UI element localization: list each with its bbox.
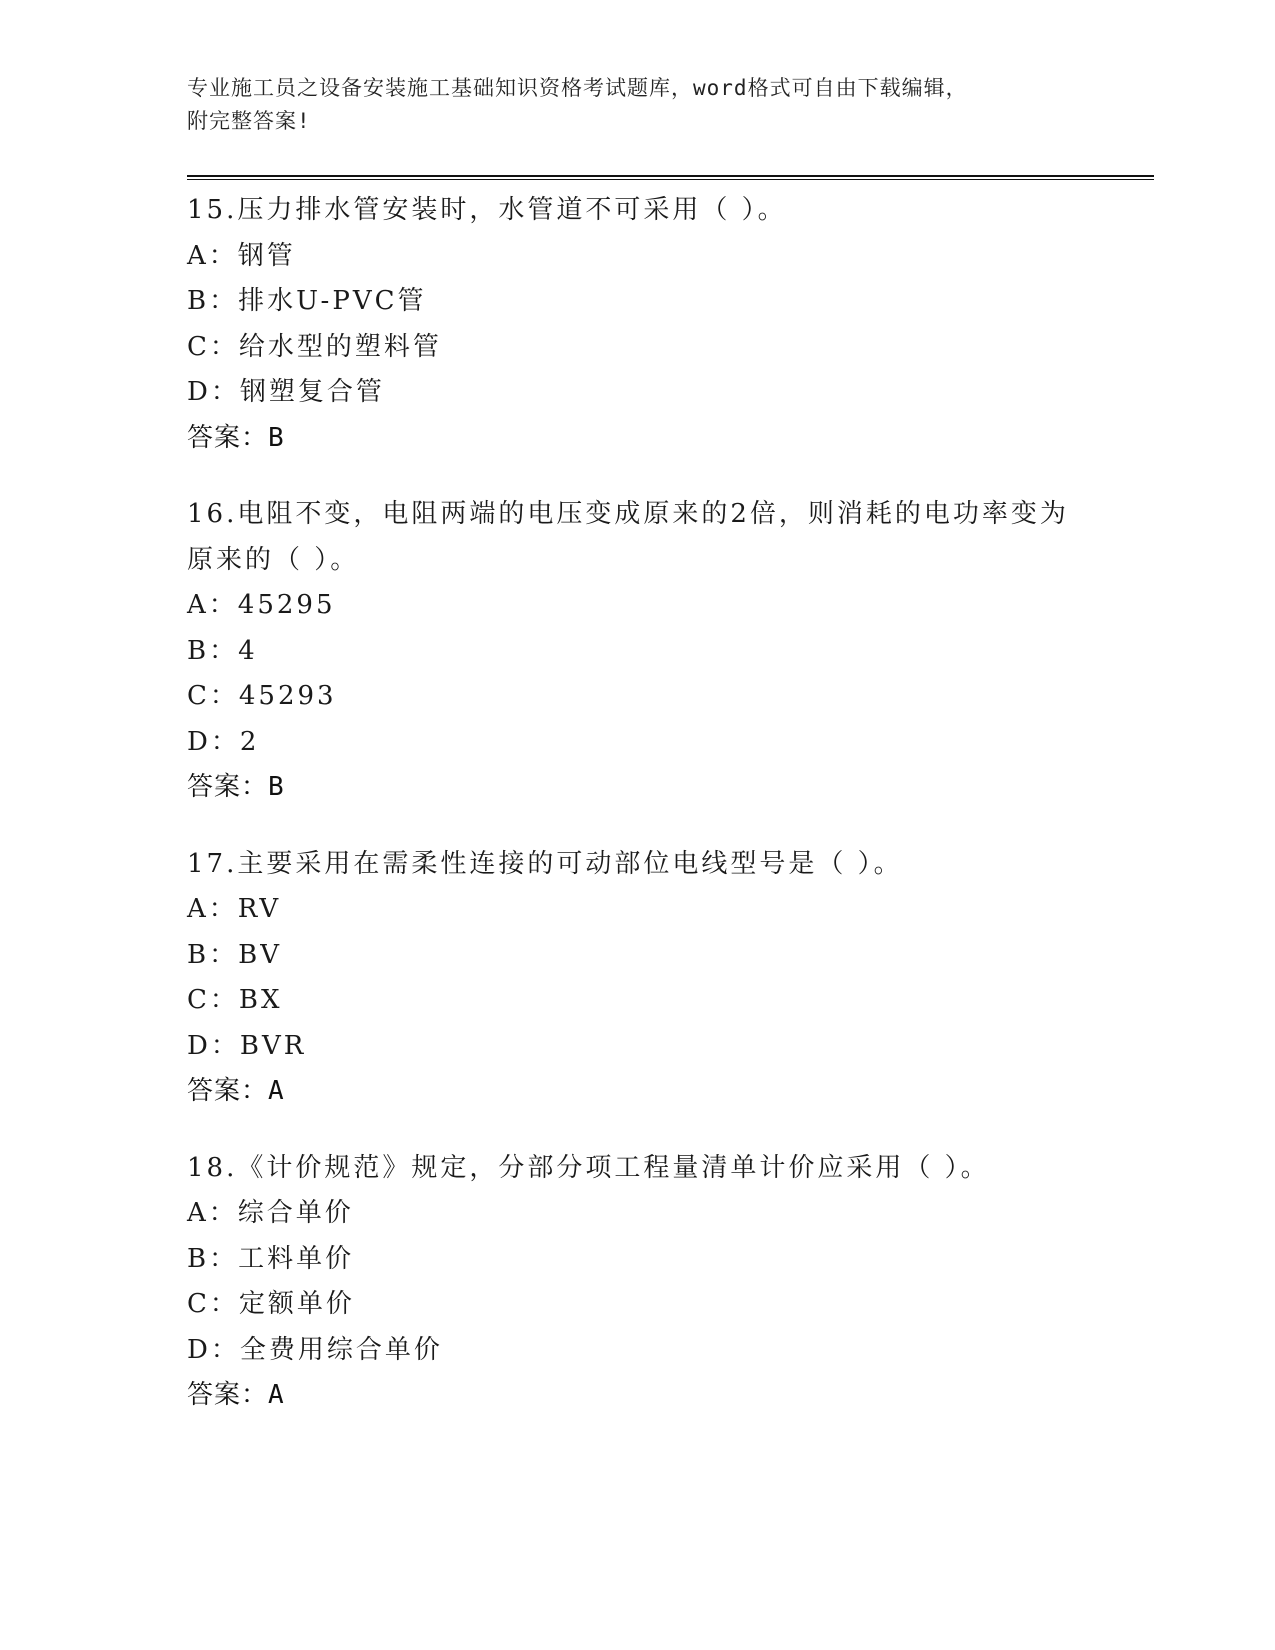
- answer-line: 答案：B: [187, 772, 285, 802]
- option-c: C：BX: [187, 985, 283, 1015]
- option-d: D：全费用综合单价: [187, 1334, 443, 1365]
- header-line-2: 附完整答案!: [187, 109, 311, 133]
- question-stem: 16.电阻不变，电阻两端的电压变成原来的2倍，则消耗的电功率变为: [187, 499, 1069, 529]
- question-stem-continued: 原来的（ ）。: [187, 544, 360, 575]
- question-stem: 18.《计价规范》规定，分部分项工程量清单计价应采用（ ）。: [187, 1152, 990, 1183]
- option-b: B：工料单价: [187, 1243, 355, 1274]
- question-list: [187, 188, 1117, 1450]
- option-a: A：钢管: [187, 240, 296, 271]
- option-d: D：钢塑复合管: [187, 377, 385, 407]
- option-a: A：45295: [187, 590, 336, 620]
- question-stem: 17.主要采用在需柔性连接的可动部位电线型号是（ ）。: [187, 848, 903, 879]
- question-stem: 15.压力排水管安装时，水管道不可采用（ ）。: [187, 195, 787, 225]
- question-18: [187, 1146, 1117, 1419]
- option-d: D：BVR: [187, 1030, 307, 1061]
- option-b: B：4: [187, 635, 258, 666]
- option-d: D：2: [187, 726, 260, 757]
- question-15: [187, 188, 1117, 461]
- option-c: C：给水型的塑料管: [187, 331, 442, 362]
- option-c: C：45293: [187, 681, 337, 711]
- option-b: B：BV: [187, 939, 282, 970]
- answer-line: 答案：B: [187, 422, 285, 453]
- answer-line: 答案：A: [187, 1380, 285, 1410]
- option-a: A：综合单价: [187, 1198, 354, 1228]
- question-16: [187, 492, 1117, 811]
- answer-line: 答案：A: [187, 1076, 285, 1106]
- header-divider: [187, 175, 1154, 180]
- option-a: A：RV: [187, 894, 282, 924]
- question-17: [187, 842, 1117, 1115]
- option-c: C：定额单价: [187, 1289, 355, 1319]
- document-header: [187, 72, 1087, 138]
- header-line-1: 专业施工员之设备安装施工基础知识资格考试题库，word格式可自由下载编辑，: [187, 76, 968, 100]
- option-b: B：排水U-PVC管: [187, 286, 427, 316]
